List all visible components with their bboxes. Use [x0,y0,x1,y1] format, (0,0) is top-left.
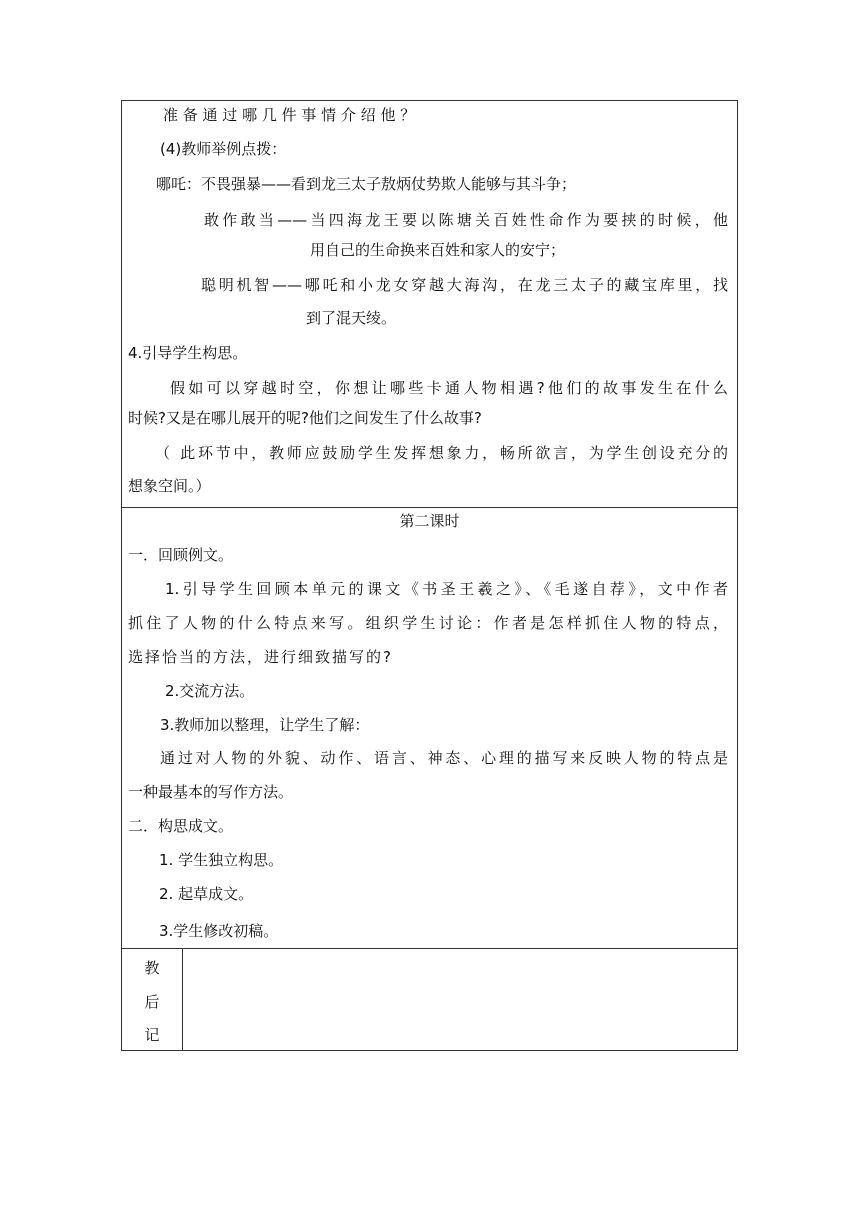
heading-2: 二．构思成文。 [128,817,234,835]
nezha-trait-1: 哪吒：不畏强暴——看到龙三太子敖炳仗势欺人能够与其斗争； [156,175,577,193]
paragraph-line: 1.引导学生回顾本单元的课文《书圣王羲之》、《毛遂自荐》，文中作者 [165,580,728,598]
nezha-trait-3: 聪明机智——哪吒和小龙女穿越大海沟，在龙三太子的藏宝库里，找 [201,276,728,294]
row-divider [122,507,737,508]
sub-step: 1. 学生独立构思。 [159,851,284,869]
section-title: 第二课时 [399,512,460,530]
paragraph-line: 通过对人物的外貌、动作、语言、神态、心理的描写来反映人物的特点是 [160,749,728,767]
note-line: 想象空间。） [128,477,211,495]
paragraph-line: 假如可以穿越时空，你想让哪些卡通人物相遇?他们的故事发生在什么 [170,379,728,397]
sub-step: 3.学生修改初稿。 [159,922,279,940]
question-line: 准 备 通 过 哪 几 件 事 情 介 绍 他 ？ [163,106,416,124]
paragraph-line: 抓住了人物的什么特点来写。组织学生讨论：作者是怎样抓住人物的特点， [128,614,728,632]
footer-label: 教 [144,959,160,977]
nezha-trait-2-cont: 用自己的生命换来百姓和家人的安宁； [310,241,566,259]
paragraph-line: 一种最基本的写作方法。 [128,783,294,801]
paragraph-line: 选择恰当的方法，进行细致描写的? [128,648,393,666]
step-line: 2.交流方法。 [165,682,255,700]
nezha-trait-2: 敢作敢当——当四海龙王要以陈塘关百姓性命作为要挟的时候，他 [204,211,728,229]
step-line: 3.教师加以整理，让学生了解： [160,716,370,734]
sub-step: 2. 起草成文。 [159,885,254,903]
paragraph-line: 时候?又是在哪儿展开的呢?他们之间发生了什么故事? [128,409,482,427]
nezha-trait-3-cont: 到了混天绫。 [306,309,397,327]
teacher-example: (4)教师举例点拨： [160,140,287,158]
note-line: （ 此环节中，教师应鼓励学生发挥想象力，畅所欲言，为学生创设充分的 [155,444,728,462]
footer-label: 记 [144,1026,160,1044]
notes-cell [183,949,736,1049]
heading-1: 一．回顾例文。 [128,546,234,564]
step-4: 4.引导学生构思。 [128,344,248,362]
footer-label: 后 [144,993,160,1011]
